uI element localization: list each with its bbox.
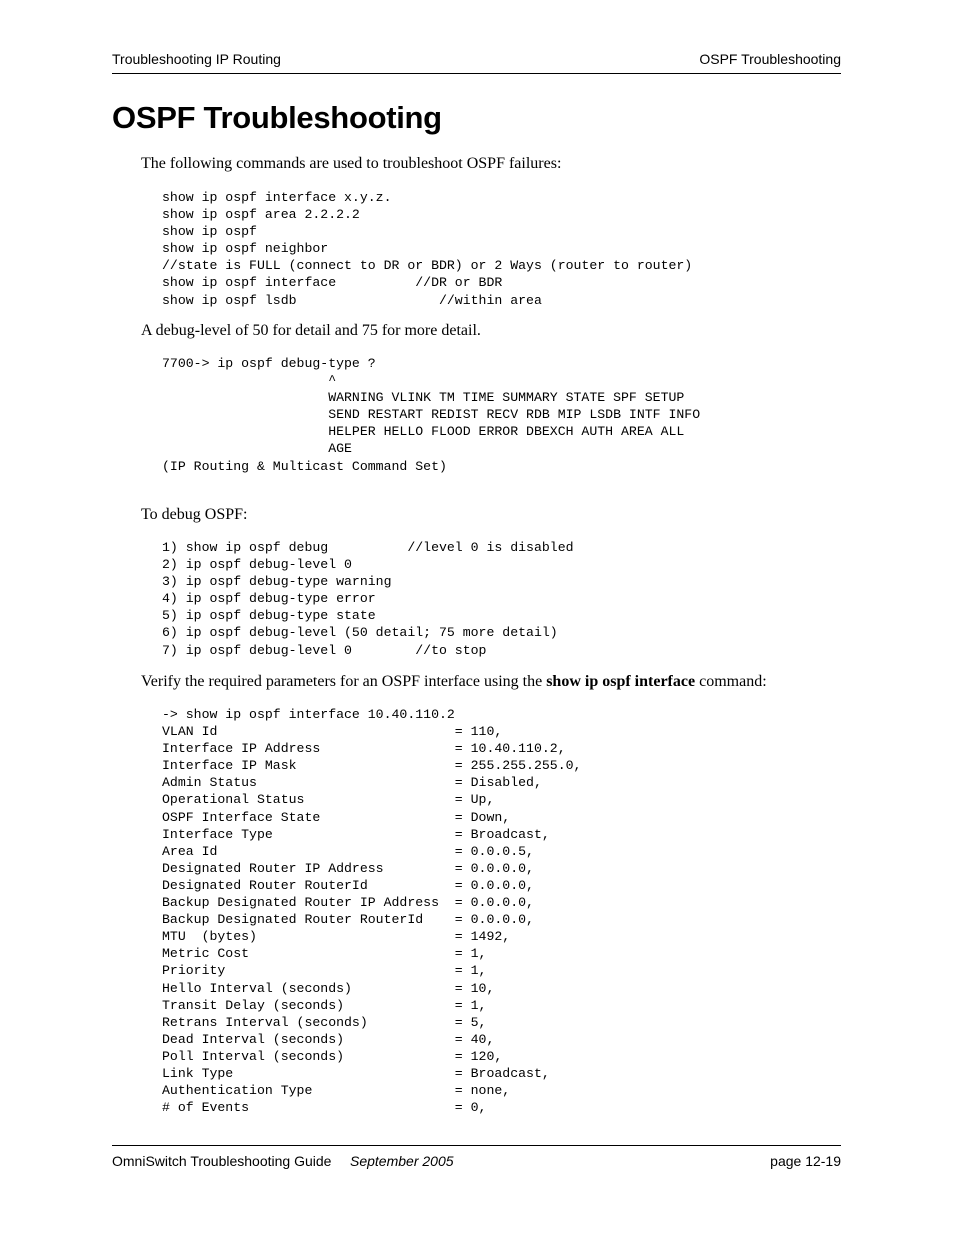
- verify-paragraph: [141, 672, 767, 692]
- to-debug-paragraph: To debug OSPF:: [141, 506, 248, 523]
- footer-guide-title: OmniSwitch Troubleshooting Guide: [112, 1153, 332, 1169]
- footer-page-number: page 12-19: [770, 1153, 841, 1169]
- debug-steps-code: 1) show ip ospf debug //level 0 is disabled 2) ip ospf debug-level 0 3) ip ospf debug-type warning 4) ip ospf debug-type error 5) ip ospf debug-type state 6) ip ospf debug-level (50 detail; 75 more detail) 7) ip ospf debug-level 0 //to stop: [162, 540, 574, 658]
- ospf-show-commands-code: show ip ospf interface x.y.z. show ip ospf area 2.2.2.2 show ip ospf show ip ospf neighbor //state is FULL (connect to DR or BDR) or 2 Ways (router to router) show ip ospf interface //DR or BDR show ip ospf lsdb //within area: [162, 190, 693, 308]
- page-header: [112, 51, 841, 74]
- header-chapter-title: OSPF Troubleshooting: [699, 51, 841, 67]
- header-section-title: Troubleshooting IP Routing: [112, 51, 281, 67]
- verify-command: show ip ospf interface: [546, 673, 696, 690]
- show-interface-output-code: -> show ip ospf interface 10.40.110.2 VLAN Id = 110, Interface IP Address = 10.40.110.2, Interface IP Mask = 255.255.255.0, Admin Status = Disabled, Operational Status = Up, OSPF Interface State = Down, Interface Type = Broadcast, Area Id = 0.0.0.5, Designated Router IP Address = 0.0.0.0, Designated Router RouterId = 0.0.0.0, Backup Designated Router IP Address = 0.0.0.0, Backup Designated Router RouterId = 0.0.0.0, MTU (bytes) = 1492, Metric Cost = 1, Priority = 1, Hello Interval (seconds) = 10, Transit Delay (seconds) = 1, Retrans Interval (seconds) = 5, Dead Interval (seconds) = 40, Poll Interval (seconds) = 120, Link Type = Broadcast, Authentication Type = none, # of Events = 0,: [162, 707, 582, 1116]
- page-title: OSPF Troubleshooting: [112, 100, 442, 135]
- debug-type-options-code: 7700-> ip ospf debug-type ? ^ WARNING VLINK TM TIME SUMMARY STATE SPF SETUP SEND RESTART REDIST RECV RDB MIP LSDB INTF INFO HELPER HELLO FLOOD ERROR DBEXCH AUTH AREA ALL AGE (IP Routing & Multicast Command Set): [162, 356, 701, 474]
- verify-text-pre: Verify the required parameters for an OSPF interface using the: [141, 673, 547, 690]
- debug-level-paragraph: A debug-level of 50 for detail and 75 for more detail.: [141, 322, 481, 339]
- verify-text-post: command:: [695, 673, 767, 690]
- page-footer: [112, 1145, 841, 1172]
- intro-paragraph: The following commands are used to troubleshoot OSPF failures:: [141, 155, 562, 172]
- footer-date: September 2005: [350, 1153, 454, 1169]
